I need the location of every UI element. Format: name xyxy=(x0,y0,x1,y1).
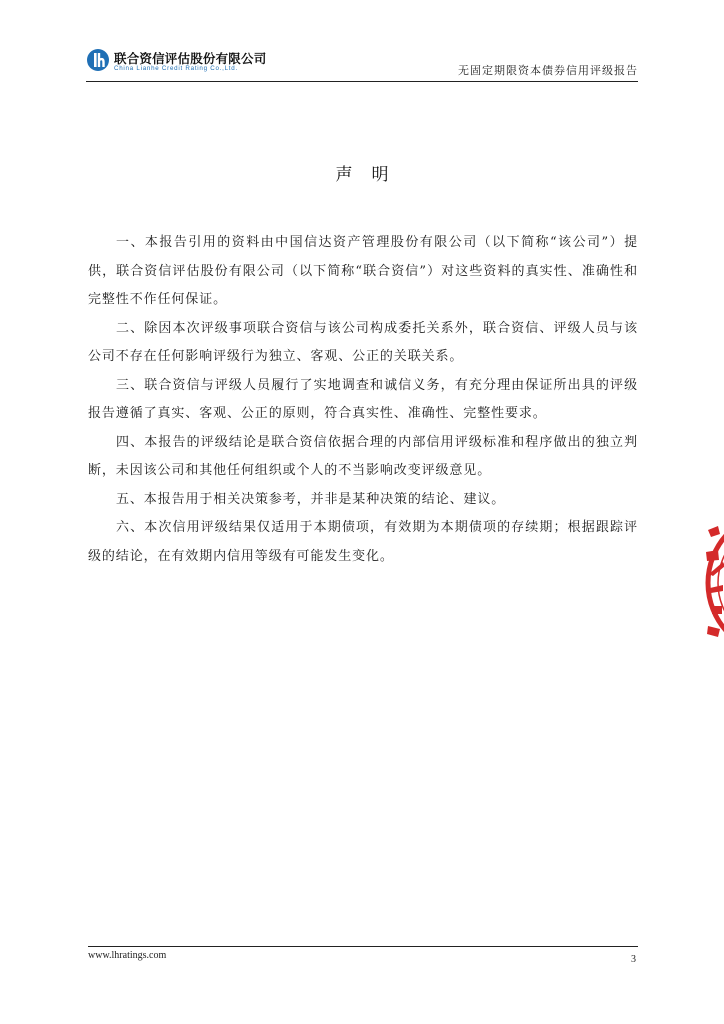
paragraph-6: 六、本次信用评级结果仅适用于本期债项，有效期为本期债项的存续期；根据跟踪评级的结论，在有效期内信用等级有可能发生变化。 xyxy=(88,520,638,564)
paragraph-1: 一、本报告引用的资料由中国信达资产管理股份有限公司（以下简称“该公司”）提供，联合资信评估股份有限公司（以下简称“联合资信”）对这些资料的真实性、准确性和完整性不作任何保证。 xyxy=(88,235,638,307)
page-title: 声明 xyxy=(335,165,408,185)
company-seal xyxy=(700,508,724,658)
lianhe-logo-icon xyxy=(86,48,110,72)
paragraph-4: 四、本报告的评级结论是联合资信依据合理的内部信用评级标准和程序做出的独立判断，未因该公司和其他任何组织或个人的不当影响改变评级意见。 xyxy=(88,434,638,478)
paragraph-5: 五、本报告用于相关决策参考，并非是某种决策的结论、建议。 xyxy=(116,491,506,507)
paragraph-3: 三、联合资信与评级人员履行了实地调查和诚信义务，有充分理由保证所出具的评级报告遵循了真实、客观、公正的原则，符合真实性、准确性、完整性要求。 xyxy=(88,377,638,421)
footer-website-link[interactable]: www.lhratings.com xyxy=(88,950,167,961)
page-number: 3 xyxy=(631,954,636,965)
logo-english-name: China Lianhe Credit Rating Co.,Ltd. xyxy=(114,65,238,72)
paragraph-2: 二、除因本次评级事项联合资信与该公司构成委托关系外，联合资信、评级人员与该公司不存在任何影响评级行为独立、客观、公正的关联关系。 xyxy=(88,320,638,364)
report-title: 无固定期限资本债券信用评级报告 xyxy=(458,64,638,77)
company-logo xyxy=(86,46,286,80)
page-header xyxy=(86,46,638,84)
declaration-body xyxy=(88,229,638,571)
footer-divider xyxy=(88,946,638,947)
logo-chinese-name: 联合资信评估股份有限公司 xyxy=(114,51,267,66)
header-divider xyxy=(86,81,638,82)
